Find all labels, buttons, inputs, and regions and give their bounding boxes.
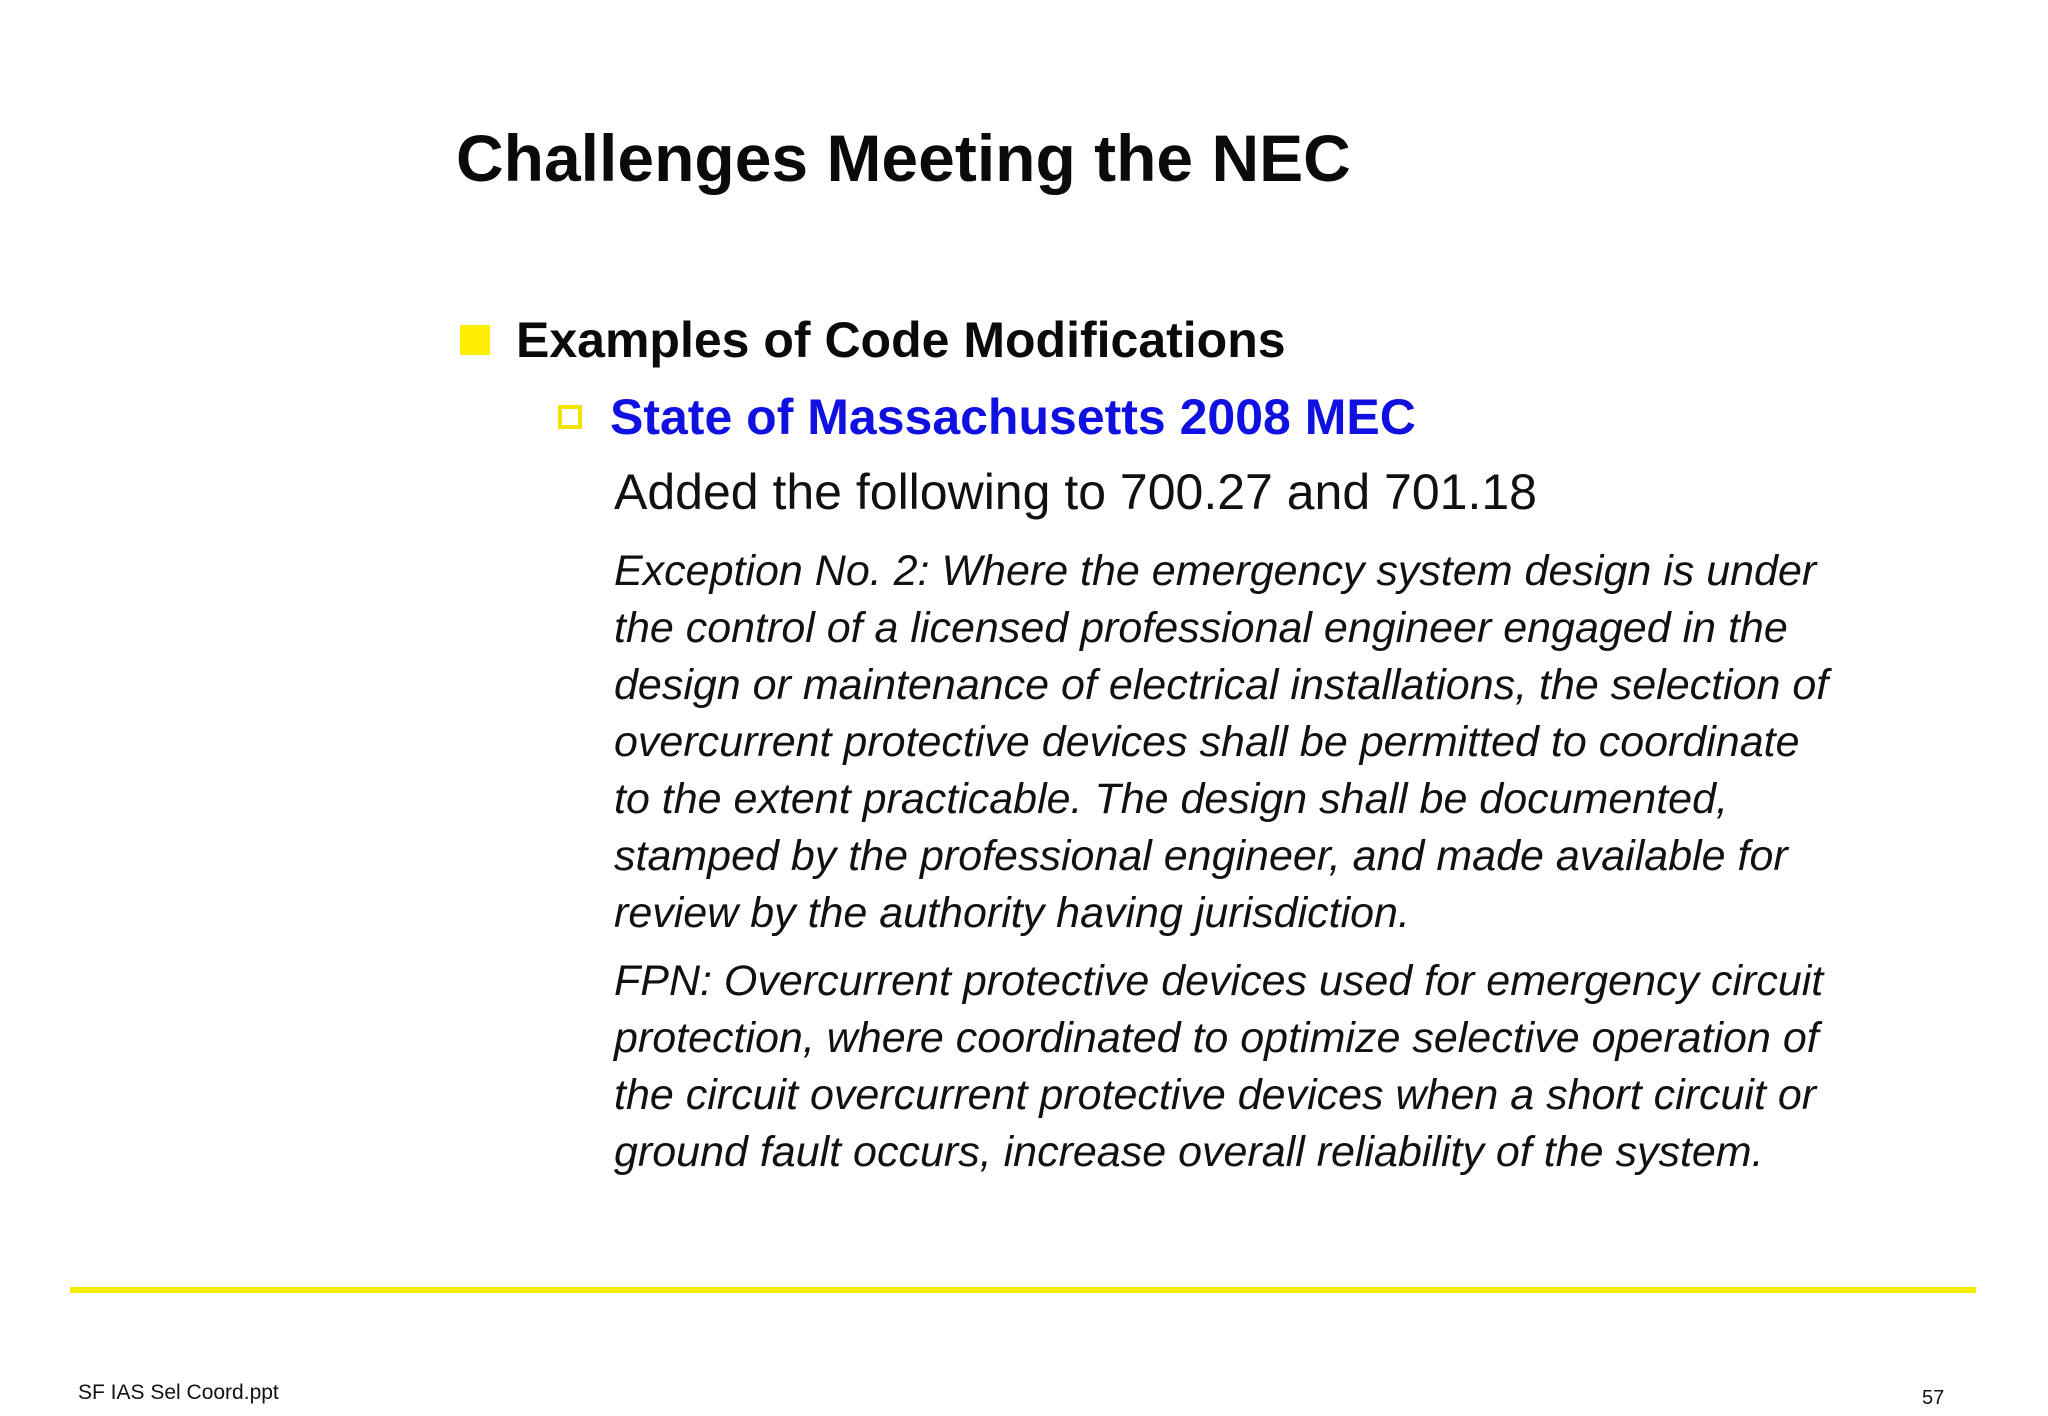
exception-line: stamped by the professional engineer, and made available for [614, 832, 1788, 880]
fpn-paragraph [614, 953, 2014, 1181]
exception-line: design or maintenance of electrical installations, the selection of [614, 661, 1829, 709]
footer-filename: SF IAS Sel Coord.ppt [78, 1381, 279, 1404]
bullet-level1-text: Examples of Code Modifications [516, 312, 1286, 368]
page-number: 57 [1922, 1387, 1945, 1409]
fpn-line: protection, where coordinated to optimize selective operation of [614, 1014, 1819, 1062]
bullet-level2 [558, 385, 1416, 449]
fpn-line: ground fault occurs, increase overall reliability of the system. [614, 1128, 1764, 1176]
hollow-square-bullet-icon [558, 405, 582, 429]
exception-line: the control of a licensed professional engineer engaged in the [614, 604, 1788, 652]
bullet-level2-text: State of Massachusetts 2008 MEC [610, 389, 1416, 445]
exception-line: overcurrent protective devices shall be permitted to coordinate [614, 718, 1800, 766]
intro-text: Added the following to 700.27 and 701.18 [614, 464, 1537, 520]
bullet-level1 [460, 308, 1286, 372]
fpn-line: the circuit overcurrent protective devices when a short circuit or [614, 1071, 1817, 1119]
exception-line: Exception No. 2: Where the emergency system design is under [614, 547, 1817, 595]
exception-line: review by the authority having jurisdiction. [614, 889, 1410, 937]
slide-title: Challenges Meeting the NEC [456, 121, 1351, 195]
exception-paragraph [614, 543, 2014, 942]
filled-square-bullet-icon [460, 325, 490, 355]
footer-divider [70, 1287, 1976, 1293]
exception-line: to the extent practicable. The design shall be documented, [614, 775, 1728, 823]
fpn-line: FPN: Overcurrent protective devices used for emergency circuit [614, 957, 1824, 1005]
